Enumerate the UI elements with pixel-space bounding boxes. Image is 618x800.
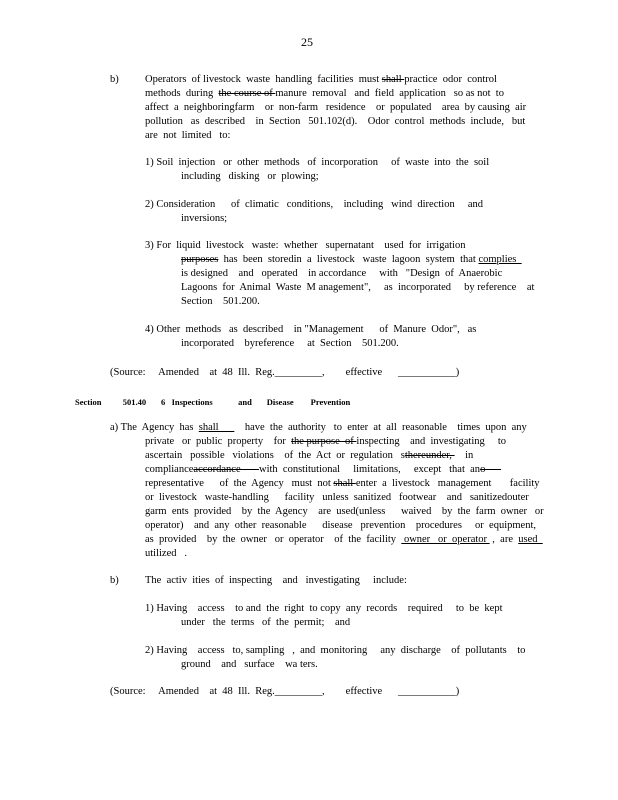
source-blank: _________, [274, 367, 325, 378]
paragraph-marker: b) [110, 575, 119, 586]
agency-text-line [145, 491, 529, 505]
plain-text: has been storedin a livestock waste lagoon system that [218, 254, 479, 265]
plain-text: representative of the Agency must not [145, 478, 334, 489]
struck-text: the course of [218, 88, 276, 99]
struck-text: accordance [193, 464, 259, 475]
odor-text-line: affect a neighboringfarm or non-farm residence or populated area by causing air [145, 102, 527, 113]
agency-text-line [145, 519, 536, 533]
plain-text: with constitutional limitations, except that an [259, 464, 481, 475]
plain-text: have the authority to enter at all reasonable times upon any [234, 422, 527, 433]
source-amended: Amended at 48 Ill. Reg. [158, 686, 275, 697]
plain-text: a) The Agency has [110, 422, 199, 433]
list-item: 1) Soil injection or other methods of incorporation of waste into the soil [145, 157, 490, 168]
list-item-continuation: inversions; [181, 213, 228, 224]
source-note [110, 366, 459, 380]
plain-text: compliance [145, 464, 194, 475]
section-digit: 6 [160, 397, 166, 407]
list-item: 4) Other methods as described in "Management of Manure Odor", as [145, 324, 477, 335]
agency-text-line [145, 533, 543, 547]
list-item-continuation: under the terms of the permit; and [181, 617, 351, 628]
plain-text: Operators of livestock waste handling facilities must [145, 74, 382, 85]
inserted-text: owner or operator [401, 534, 490, 545]
plain-text: private or public property for [145, 436, 292, 447]
plain-text: inspecting and investigating to [356, 436, 507, 447]
list-item-continuation: including disking or plowing; [181, 171, 319, 182]
section-number: 501.40 [122, 397, 147, 407]
agency-text-line [145, 505, 544, 519]
source-label: (Source: [110, 367, 146, 378]
plain-text: methods during [145, 88, 219, 99]
plain-text: garm ents provided by the Agency are used(unless waived by the farm owner or [145, 506, 544, 517]
plain-text: or livestock waste-handling facility unless sanitized footwear and sanitizedouter [145, 492, 529, 503]
agency-text-line [145, 449, 473, 463]
plain-text: as provided by the owner or operator of the facility [145, 534, 402, 545]
agency-text-line [145, 477, 540, 491]
struck-text: thereunder, [404, 450, 455, 461]
source-amended: Amended at 48 Ill. Reg. [158, 367, 275, 378]
struck-text: purposes [181, 254, 219, 265]
plain-text: ascertain possible violations of the Act or regulation s [145, 450, 405, 461]
paragraph-marker: b) [110, 74, 119, 85]
inserted-text: shall [198, 422, 235, 433]
list-item-continuation: Section 501.200. [181, 296, 260, 307]
list-item-continuation: is designed and operated in accordance with "Design of Anaerobic [181, 268, 503, 279]
plain-text: operator) and any other reasonable disease prevention procedures or equipment, [145, 520, 536, 531]
agency-text-line [145, 547, 187, 561]
odor-text-line: pollution as described in Section 501.102(d). Odor control methods include, but [145, 116, 526, 127]
agency-text-line [145, 435, 506, 449]
source-label: (Source: [110, 686, 146, 697]
odor-text-line [145, 87, 504, 101]
source-blank: ___________) [397, 686, 460, 697]
odor-text-line [145, 73, 497, 87]
list-item: 1) Having access to and the right to copy any records required to be kept [145, 603, 503, 614]
struck-text: shall [333, 478, 356, 489]
list-item-continuation: ground and surface wa ters. [181, 659, 318, 670]
source-blank: _________, [274, 686, 325, 697]
inspection-intro: The activ ities of inspecting and investigating include: [145, 575, 407, 586]
plain-text: manure removal and field application so as not to [275, 88, 504, 99]
inserted-text: used [518, 534, 543, 545]
agency-text-line [110, 421, 527, 435]
plain-text: enter a livestock management facility [355, 478, 540, 489]
struck-text: the purpose of [291, 436, 357, 447]
odor-text-line: are not limited to: [145, 130, 231, 141]
plain-text: practice odor control [404, 74, 497, 85]
inserted-text: complies [478, 254, 522, 265]
plain-text: utilized . [145, 548, 187, 559]
list-item: 3) For liquid livestock waste: whether supernatant used for irrigation [145, 240, 466, 251]
list-item-continuation: Lagoons for Animal Waste M anagement", as incorporated by reference at [181, 282, 535, 293]
source-blank: ___________) [397, 367, 460, 378]
page-number: 25 [301, 35, 313, 49]
section-heading [75, 396, 350, 410]
list-item-continuation [181, 253, 522, 267]
section-title: Inspections and Disease Prevention [171, 397, 351, 407]
list-item: 2) Having access to, sampling , and monitoring any discharge of pollutants to [145, 645, 526, 656]
source-note [110, 685, 459, 699]
section-word: Section [75, 397, 102, 407]
plain-text: , are [489, 534, 519, 545]
agency-text-line [145, 463, 501, 477]
struck-text: shall [381, 74, 405, 85]
source-effective: effective [345, 686, 383, 697]
struck-text: o [480, 464, 502, 475]
list-item: 2) Consideration of climatic conditions, including wind direction and [145, 199, 483, 210]
plain-text: in [454, 450, 474, 461]
source-effective: effective [345, 367, 383, 378]
list-item-continuation: incorporated byreference at Section 501.200. [181, 338, 399, 349]
